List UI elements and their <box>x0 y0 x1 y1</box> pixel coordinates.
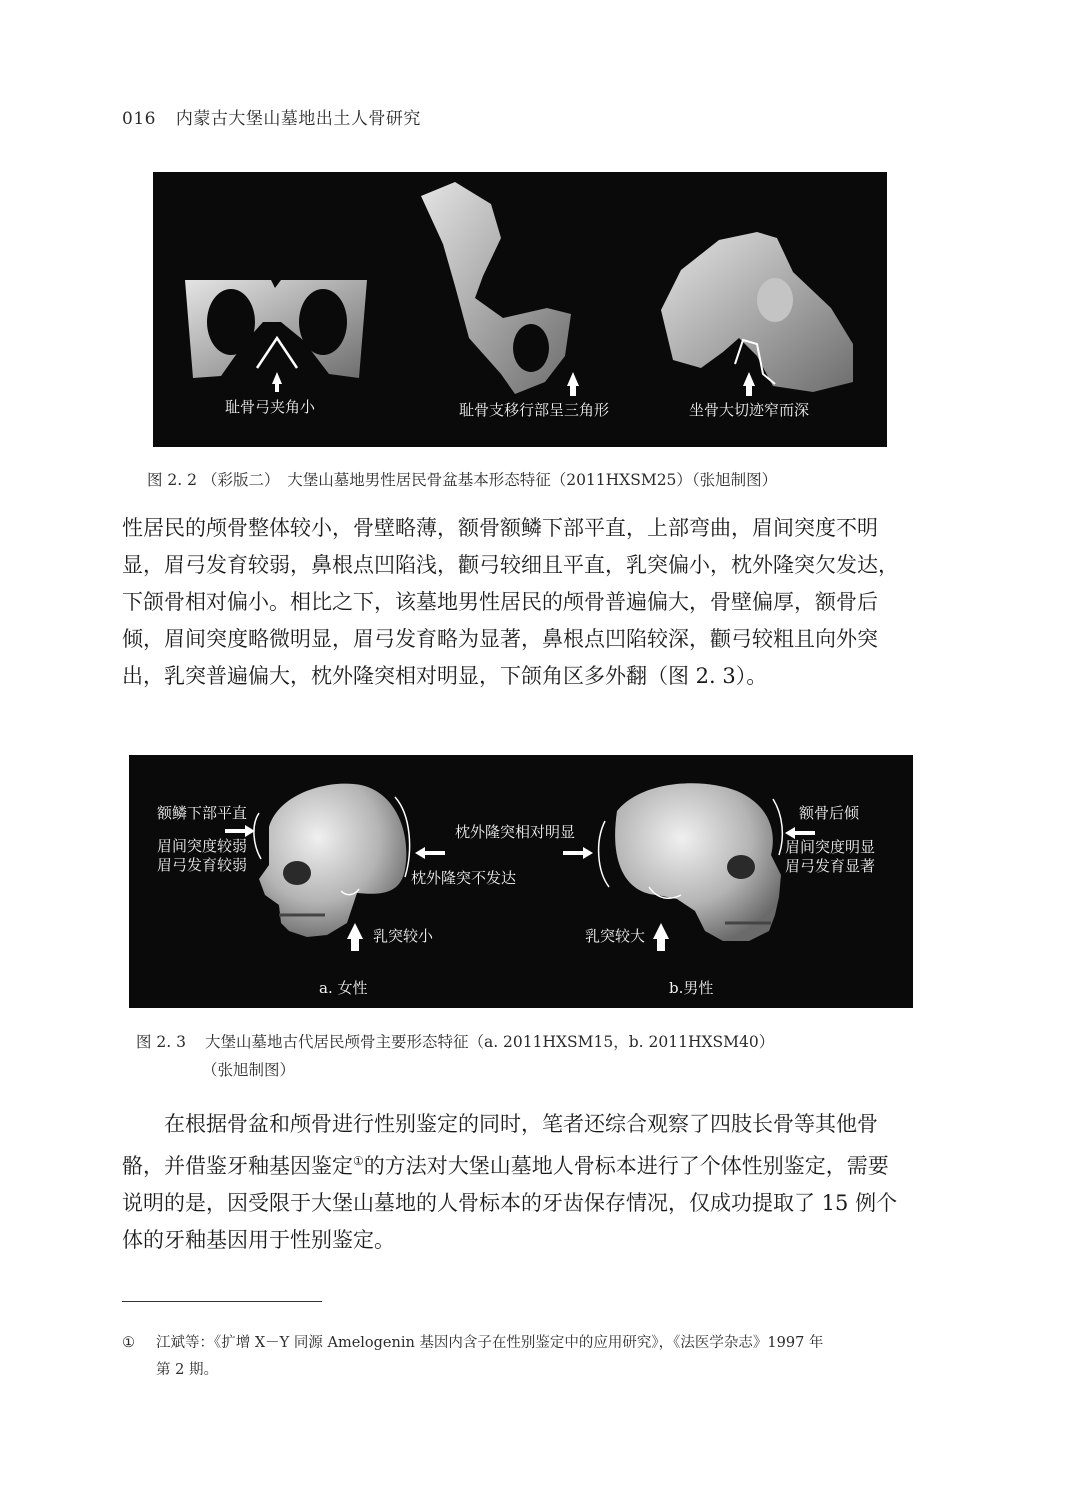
label-pubic-arch: 耻骨弓夹角小 <box>225 398 316 416</box>
paragraph-line: 性居民的颅骨整体较小，骨壁略薄，额骨额鳞下部平直，上部弯曲，眉间突度不明 <box>122 516 878 540</box>
label-glabella-strong: 眉间突度明显 <box>785 838 876 856</box>
paragraph-line: 显，眉弓发育较弱，鼻根点凹陷浅，颧弓较细且平直，乳突偏小，枕外隆突欠发达， <box>122 553 899 577</box>
arrow-up-icon <box>743 372 755 396</box>
label-occipital-weak: 枕外隆突不发达 <box>411 869 517 887</box>
footnote-continuation: 第 2 期。 <box>156 1362 218 1378</box>
figure-skulls <box>129 755 913 1008</box>
arrow-up-icon <box>272 372 282 392</box>
paragraph-1 <box>122 510 922 695</box>
figure-pelvis <box>153 172 887 447</box>
footnote-divider <box>122 1301 322 1302</box>
paragraph-line: 倾，眉间突度略微明显，眉弓发育略为显著，鼻根点凹陷较深，颧弓较粗且向外突 <box>122 627 878 651</box>
footnote-mark: ① <box>122 1335 135 1351</box>
label-sciatic-notch: 坐骨大切迹窄而深 <box>689 401 810 419</box>
label-brow-strong: 眉弓发育显著 <box>785 857 876 875</box>
figure-2-3-caption-credit: （张旭制图） <box>202 1061 296 1079</box>
running-header <box>122 104 421 129</box>
label-male: b.男性 <box>669 979 714 997</box>
pubic-bone-image <box>185 280 367 392</box>
footnote-text: 江斌等：《扩增 X－Y 同源 Amelogenin 基因内含子在性别鉴定中的应用研究》，《法医学杂志》1997 年 <box>156 1335 824 1351</box>
arrow-right-icon <box>225 825 255 837</box>
label-occipital-strong: 枕外隆突相对明显 <box>455 823 576 841</box>
figure-2-3-caption <box>136 1030 774 1052</box>
footnote <box>122 1330 823 1384</box>
paragraph-2 <box>122 1106 922 1259</box>
paragraph-line: 出，乳突普遍偏大，枕外隆突相对明显，下颌角区多外翻（图 2. 3）。 <box>122 664 768 688</box>
arrow-up-icon <box>347 923 363 951</box>
label-brow-weak: 眉弓发育较弱 <box>157 856 248 874</box>
arrow-up-icon <box>653 923 669 951</box>
female-skull-image <box>225 784 445 951</box>
book-title: 内蒙古大堡山墓地出土人骨研究 <box>175 109 421 129</box>
caption-text: 大堡山墓地古代居民颅骨主要形态特征（a. 2011HXSM15，b. 2011HXSM40） <box>204 1033 775 1051</box>
hip-bone-image <box>421 182 579 396</box>
arrow-left-icon <box>415 847 445 859</box>
label-glabella-weak: 眉间突度较弱 <box>157 837 248 855</box>
page-number: 016 <box>122 109 156 129</box>
figure-2-2-caption <box>147 468 777 490</box>
label-frontal-flat: 额鳞下部平直 <box>157 804 248 822</box>
footnote-reference[interactable]: ① <box>353 1154 364 1168</box>
skull-photo <box>129 755 913 1008</box>
arrow-up-icon <box>567 372 579 396</box>
label-mastoid-small: 乳突较小 <box>373 927 434 945</box>
text-run: 骼，并借鉴牙釉基因鉴定 <box>122 1154 353 1178</box>
caption-number: 图 2. 3 <box>136 1033 187 1051</box>
caption-number: 图 2. 2 <box>147 471 198 489</box>
footnote-line <box>122 1330 823 1357</box>
paragraph-line: 下颌骨相对偏小。相比之下，该墓地男性居民的颅骨普遍偏大，骨壁偏厚，额骨后 <box>122 590 878 614</box>
paragraph-line: 在根据骨盆和颅骨进行性别鉴定的同时，笔者还综合观察了四肢长骨等其他骨 <box>164 1112 878 1136</box>
paragraph-line: 体的牙釉基因用于性别鉴定。 <box>122 1228 395 1252</box>
label-frontal-slope: 额骨后倾 <box>799 804 860 822</box>
paragraph-line: 说明的是，因受限于大堡山墓地的人骨标本的牙齿保存情况，仅成功提取了 15 例个 <box>122 1191 898 1215</box>
label-mastoid-large: 乳突较大 <box>585 927 646 945</box>
label-pubic-ramus: 耻骨支移行部呈三角形 <box>459 401 610 419</box>
caption-text: （彩版二） 大堡山墓地男性居民骨盆基本形态特征（2011HXSM25）（张旭制图） <box>201 471 778 489</box>
arrow-right-icon <box>563 847 593 859</box>
ischium-bone-image <box>661 232 853 396</box>
paragraph-line <box>122 1143 922 1185</box>
male-skull-image <box>563 783 815 951</box>
label-female: a. 女性 <box>319 979 368 997</box>
text-run: 的方法对大堡山墓地人骨标本进行了个体性别鉴定，需要 <box>363 1154 889 1178</box>
